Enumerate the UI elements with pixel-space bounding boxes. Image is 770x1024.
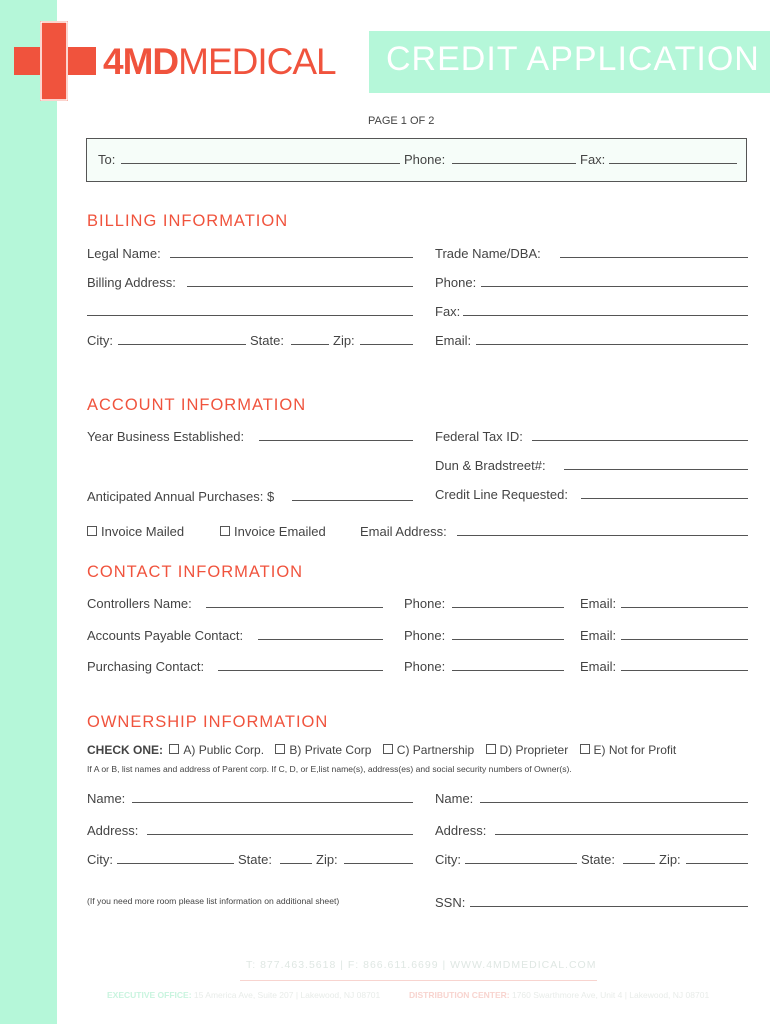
- owner2-city-field[interactable]: [465, 863, 577, 864]
- option-partnership[interactable]: [383, 743, 474, 757]
- billing-address-line2-field[interactable]: [87, 315, 413, 316]
- contact-heading: CONTACT INFORMATION: [87, 563, 304, 581]
- page-indicator: PAGE 1 OF 2: [368, 115, 435, 127]
- billing-fax-field[interactable]: [463, 315, 748, 316]
- invoice-emailed-option[interactable]: [220, 524, 326, 539]
- billing-zip-field[interactable]: [360, 344, 413, 345]
- purchasing-contact-label: Purchasing Contact:: [87, 659, 205, 674]
- not-for-profit-checkbox[interactable]: [580, 744, 590, 754]
- owner1-city-label: City:: [87, 852, 113, 867]
- owner2-address-field[interactable]: [495, 834, 748, 835]
- owner1-zip-label: Zip:: [316, 852, 338, 867]
- anticipated-purchases-field[interactable]: [292, 500, 413, 501]
- to-label: To:: [98, 152, 116, 167]
- owner1-city-field[interactable]: [117, 863, 234, 864]
- dist-center-address: 1760 Swarthmore Ave, Unit 4 | Lakewood, NJ 08701: [511, 990, 710, 1000]
- controllers-email-field[interactable]: [621, 607, 748, 608]
- owner2-zip-label: Zip:: [659, 852, 681, 867]
- accounts-payable-phone-field[interactable]: [452, 639, 564, 640]
- accounts-payable-label: Accounts Payable Contact:: [87, 628, 244, 643]
- owner1-zip-field[interactable]: [344, 863, 413, 864]
- footer-executive-office: [107, 990, 380, 1000]
- legal-name-field[interactable]: [170, 257, 413, 258]
- to-phone-label: Phone:: [404, 152, 446, 167]
- private-corp-checkbox[interactable]: [275, 744, 285, 754]
- ownership-type-row: [87, 743, 676, 757]
- invoice-emailed-checkbox[interactable]: [220, 526, 230, 536]
- option-private-corp[interactable]: [275, 743, 371, 757]
- billing-phone-label: Phone:: [435, 275, 477, 290]
- check-one-label: CHECK ONE:: [87, 743, 164, 757]
- dun-bradstreet-label: Dun & Bradstreet#:: [435, 458, 546, 473]
- partnership-checkbox[interactable]: [383, 744, 393, 754]
- billing-address-label: Billing Address:: [87, 275, 176, 290]
- owner2-zip-field[interactable]: [686, 863, 748, 864]
- billing-address-field[interactable]: [187, 286, 413, 287]
- owner1-address-label: Address:: [87, 823, 139, 838]
- dun-bradstreet-field[interactable]: [564, 469, 748, 470]
- proprieter-checkbox[interactable]: [486, 744, 496, 754]
- accounts-payable-phone-label: Phone:: [404, 628, 446, 643]
- accounts-payable-email-field[interactable]: [621, 639, 748, 640]
- option-proprieter[interactable]: [486, 743, 569, 757]
- legal-name-label: Legal Name:: [87, 246, 161, 261]
- option-public-corp[interactable]: [169, 743, 264, 757]
- owner2-city-label: City:: [435, 852, 461, 867]
- medical-cross-icon: [14, 21, 96, 101]
- public-corp-checkbox[interactable]: [169, 744, 179, 754]
- accounts-payable-field[interactable]: [258, 639, 383, 640]
- controllers-phone-label: Phone:: [404, 596, 446, 611]
- option-not-for-profit[interactable]: [580, 743, 677, 757]
- billing-city-field[interactable]: [118, 344, 246, 345]
- invoice-mailed-option[interactable]: [87, 524, 184, 539]
- billing-heading: BILLING INFORMATION: [87, 212, 289, 230]
- email-address-field[interactable]: [457, 535, 748, 536]
- anticipated-purchases-label: Anticipated Annual Purchases: $: [87, 489, 275, 504]
- controllers-phone-field[interactable]: [452, 607, 564, 608]
- year-established-label: Year Business Established:: [87, 429, 245, 444]
- owner1-name-label: Name:: [87, 791, 126, 806]
- billing-city-label: City:: [87, 333, 113, 348]
- credit-line-label: Credit Line Requested:: [435, 487, 568, 502]
- proprieter-label: D) Proprieter: [499, 743, 569, 757]
- public-corp-label: A) Public Corp.: [183, 743, 265, 757]
- to-fax-label: Fax:: [580, 152, 606, 167]
- controllers-name-field[interactable]: [206, 607, 383, 608]
- private-corp-label: B) Private Corp: [289, 743, 372, 757]
- year-established-field[interactable]: [259, 440, 413, 441]
- credit-line-field[interactable]: [581, 498, 748, 499]
- federal-tax-id-field[interactable]: [532, 440, 748, 441]
- purchasing-phone-label: Phone:: [404, 659, 446, 674]
- ssn-field[interactable]: [470, 906, 748, 907]
- ssn-label: SSN:: [435, 895, 466, 910]
- purchasing-contact-field[interactable]: [218, 670, 383, 671]
- not-for-profit-label: E) Not for Profit: [593, 743, 677, 757]
- to-fax-field[interactable]: [609, 163, 737, 164]
- billing-email-field[interactable]: [476, 344, 748, 345]
- to-phone-field[interactable]: [452, 163, 576, 164]
- owner2-state-label: State:: [581, 852, 615, 867]
- billing-state-label: State:: [250, 333, 284, 348]
- billing-zip-label: Zip:: [333, 333, 355, 348]
- purchasing-email-field[interactable]: [621, 670, 748, 671]
- exec-office-address: 15 America Ave, Suite 207 | Lakewood, NJ 08701: [193, 990, 381, 1000]
- exec-office-label: EXECUTIVE OFFICE:: [107, 990, 192, 1000]
- billing-phone-field[interactable]: [481, 286, 748, 287]
- more-room-note: (If you need more room please list information on additional sheet): [87, 896, 340, 906]
- footer-contact-line: T: 877.463.5618 | F: 866.611.6699 | WWW.4MDMEDICAL.COM: [246, 959, 597, 971]
- company-logo: 4MDMEDICAL: [103, 41, 336, 82]
- purchasing-phone-field[interactable]: [452, 670, 564, 671]
- owner1-state-label: State:: [238, 852, 272, 867]
- invoice-mailed-checkbox[interactable]: [87, 526, 97, 536]
- footer-divider: [240, 980, 597, 981]
- controllers-email-label: Email:: [580, 596, 617, 611]
- page-title: CREDIT APPLICATION: [386, 40, 760, 78]
- account-heading: ACCOUNT INFORMATION: [87, 396, 307, 414]
- owner2-name-label: Name:: [435, 791, 474, 806]
- invoice-emailed-label: Invoice Emailed: [234, 524, 326, 539]
- email-address-label: Email Address:: [360, 524, 447, 539]
- billing-email-label: Email:: [435, 333, 472, 348]
- billing-fax-label: Fax:: [435, 304, 461, 319]
- ownership-note: If A or B, list names and address of Parent corp. If C, D, or E,list name(s), address(es) and social security numbers of Owner(s).: [87, 764, 572, 774]
- owner2-state-field[interactable]: [623, 863, 655, 864]
- ownership-heading: OWNERSHIP INFORMATION: [87, 713, 329, 731]
- trade-name-label: Trade Name/DBA:: [435, 246, 541, 261]
- side-strip: [0, 0, 57, 1024]
- accounts-payable-email-label: Email:: [580, 628, 617, 643]
- federal-tax-id-label: Federal Tax ID:: [435, 429, 523, 444]
- dist-center-label: DISTRIBUTION CENTER:: [409, 990, 510, 1000]
- to-field[interactable]: [121, 163, 400, 164]
- owner1-state-field[interactable]: [280, 863, 312, 864]
- controllers-name-label: Controllers Name:: [87, 596, 192, 611]
- invoice-mailed-label: Invoice Mailed: [101, 524, 185, 539]
- purchasing-email-label: Email:: [580, 659, 617, 674]
- footer-distribution-center: [409, 990, 709, 1000]
- partnership-label: C) Partnership: [396, 743, 475, 757]
- owner1-address-field[interactable]: [147, 834, 413, 835]
- owner1-name-field[interactable]: [132, 802, 413, 803]
- owner2-name-field[interactable]: [480, 802, 748, 803]
- owner2-address-label: Address:: [435, 823, 487, 838]
- trade-name-field[interactable]: [560, 257, 748, 258]
- billing-state-field[interactable]: [291, 344, 329, 345]
